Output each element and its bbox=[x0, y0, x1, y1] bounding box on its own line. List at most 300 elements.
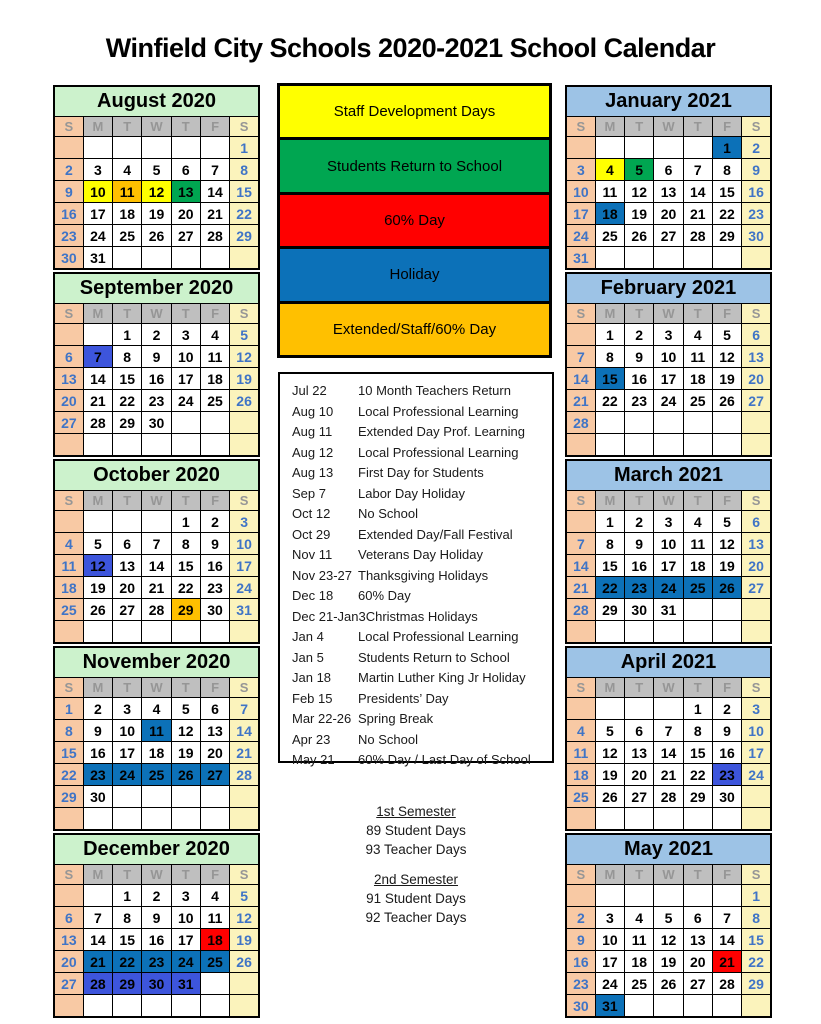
month-calendar-february-2021 bbox=[565, 272, 772, 457]
day-cell: 22 bbox=[230, 203, 259, 225]
day-cell: 4 bbox=[142, 698, 171, 720]
empty-day-cell bbox=[230, 995, 259, 1018]
key-date-event: Extended Day/Fall Festival bbox=[358, 526, 513, 542]
day-of-week-header: M bbox=[83, 117, 112, 137]
day-cell: 27 bbox=[654, 225, 683, 247]
day-of-week-header: M bbox=[83, 491, 112, 511]
day-cell: 13 bbox=[171, 181, 200, 203]
empty-day-cell bbox=[171, 412, 200, 434]
empty-day-cell bbox=[742, 599, 771, 621]
day-cell: 7 bbox=[566, 533, 595, 555]
day-of-week-header: M bbox=[595, 304, 624, 324]
day-of-week-header: S bbox=[54, 491, 83, 511]
day-cell: 30 bbox=[712, 786, 741, 808]
day-cell: 31 bbox=[595, 995, 624, 1018]
day-cell: 29 bbox=[54, 786, 83, 808]
day-cell: 15 bbox=[113, 368, 142, 390]
day-cell: 19 bbox=[83, 577, 112, 599]
day-cell: 9 bbox=[625, 533, 654, 555]
day-cell: 14 bbox=[654, 742, 683, 764]
day-cell: 22 bbox=[113, 390, 142, 412]
day-cell: 22 bbox=[742, 951, 771, 973]
day-of-week-header: T bbox=[171, 865, 200, 885]
empty-day-cell bbox=[230, 973, 259, 995]
empty-day-cell bbox=[83, 324, 112, 346]
empty-day-cell bbox=[171, 808, 200, 831]
empty-day-cell bbox=[683, 885, 712, 907]
day-of-week-header: T bbox=[113, 491, 142, 511]
day-cell: 17 bbox=[654, 555, 683, 577]
key-date-event: Christmas Holidays bbox=[365, 608, 478, 624]
day-cell: 12 bbox=[142, 181, 171, 203]
empty-day-cell bbox=[230, 412, 259, 434]
day-cell: 4 bbox=[595, 159, 624, 181]
day-cell: 4 bbox=[200, 324, 229, 346]
day-of-week-header: F bbox=[712, 491, 741, 511]
day-cell: 27 bbox=[113, 599, 142, 621]
day-cell: 25 bbox=[200, 951, 229, 973]
day-cell: 29 bbox=[113, 973, 142, 995]
day-cell: 2 bbox=[625, 324, 654, 346]
day-cell: 28 bbox=[230, 764, 259, 786]
day-cell: 21 bbox=[230, 742, 259, 764]
key-date-label: Feb 15 bbox=[292, 690, 333, 706]
day-cell: 10 bbox=[654, 533, 683, 555]
day-cell: 5 bbox=[712, 324, 741, 346]
day-cell: 21 bbox=[683, 203, 712, 225]
day-cell: 2 bbox=[54, 159, 83, 181]
day-cell: 20 bbox=[654, 203, 683, 225]
empty-day-cell bbox=[54, 137, 83, 159]
key-date-row bbox=[292, 545, 552, 566]
month-calendar-august-2020 bbox=[53, 85, 260, 270]
day-of-week-header: T bbox=[683, 491, 712, 511]
day-cell: 22 bbox=[595, 390, 624, 412]
day-cell: 15 bbox=[742, 929, 771, 951]
key-date-label: Dec 21-Jan3 bbox=[292, 608, 366, 624]
key-date-event: Presidents’ Day bbox=[358, 690, 449, 706]
key-date-label: Nov 23-27 bbox=[292, 567, 352, 583]
day-cell: 1 bbox=[683, 698, 712, 720]
day-cell: 23 bbox=[54, 225, 83, 247]
day-cell: 3 bbox=[566, 159, 595, 181]
empty-day-cell bbox=[113, 247, 142, 270]
key-date-event: Labor Day Holiday bbox=[358, 485, 465, 501]
day-cell: 7 bbox=[142, 533, 171, 555]
day-cell: 29 bbox=[595, 599, 624, 621]
day-cell: 26 bbox=[83, 599, 112, 621]
day-of-week-header: T bbox=[625, 117, 654, 137]
empty-day-cell bbox=[566, 885, 595, 907]
day-cell: 12 bbox=[625, 181, 654, 203]
month-calendar-march-2021 bbox=[565, 459, 772, 644]
key-date-event: Extended Day Prof. Learning bbox=[358, 424, 525, 439]
empty-day-cell bbox=[171, 434, 200, 457]
month-title: October 2020 bbox=[54, 460, 259, 491]
day-cell: 25 bbox=[142, 764, 171, 786]
empty-day-cell bbox=[200, 621, 229, 644]
day-cell: 26 bbox=[625, 225, 654, 247]
empty-day-cell bbox=[54, 621, 83, 644]
day-cell: 25 bbox=[113, 225, 142, 247]
key-date-label: Jan 5 bbox=[292, 649, 324, 665]
day-of-week-header: W bbox=[142, 491, 171, 511]
empty-day-cell bbox=[654, 995, 683, 1018]
day-of-week-header: M bbox=[83, 304, 112, 324]
day-cell: 13 bbox=[200, 720, 229, 742]
day-cell: 26 bbox=[230, 390, 259, 412]
day-of-week-header: T bbox=[171, 117, 200, 137]
day-cell: 12 bbox=[712, 533, 741, 555]
semester-title: 1st Semester bbox=[376, 804, 456, 819]
empty-day-cell bbox=[113, 808, 142, 831]
day-cell: 17 bbox=[171, 929, 200, 951]
empty-day-cell bbox=[200, 137, 229, 159]
key-date-row bbox=[292, 648, 552, 669]
day-cell: 15 bbox=[712, 181, 741, 203]
key-date-event: 60% Day bbox=[358, 588, 411, 603]
day-cell: 28 bbox=[712, 973, 741, 995]
empty-day-cell bbox=[83, 511, 112, 533]
day-cell: 13 bbox=[742, 533, 771, 555]
day-cell: 9 bbox=[200, 533, 229, 555]
key-date-label: May 21 bbox=[292, 752, 335, 767]
day-cell: 31 bbox=[566, 247, 595, 270]
day-cell: 24 bbox=[171, 390, 200, 412]
empty-day-cell bbox=[742, 995, 771, 1018]
day-cell: 30 bbox=[200, 599, 229, 621]
day-cell: 9 bbox=[712, 720, 741, 742]
day-cell: 9 bbox=[142, 346, 171, 368]
day-cell: 28 bbox=[83, 412, 112, 434]
day-cell: 10 bbox=[83, 181, 112, 203]
day-of-week-header: W bbox=[654, 678, 683, 698]
semester-stat: 89 Student Days bbox=[366, 823, 466, 838]
key-date-event: Spring Break bbox=[358, 711, 434, 726]
month-calendar-december-2020 bbox=[53, 833, 260, 1018]
month-title: November 2020 bbox=[54, 647, 259, 678]
empty-day-cell bbox=[625, 137, 654, 159]
day-cell: 31 bbox=[230, 599, 259, 621]
empty-day-cell bbox=[200, 247, 229, 270]
day-cell: 16 bbox=[142, 368, 171, 390]
empty-day-cell bbox=[712, 434, 741, 457]
empty-day-cell bbox=[654, 621, 683, 644]
day-cell: 28 bbox=[142, 599, 171, 621]
key-date-label: Nov 11 bbox=[292, 547, 333, 562]
key-date-event: Martin Luther King Jr Holiday bbox=[358, 670, 526, 685]
day-cell: 3 bbox=[654, 511, 683, 533]
day-cell: 15 bbox=[683, 742, 712, 764]
key-date-row bbox=[292, 668, 552, 689]
empty-day-cell bbox=[683, 995, 712, 1018]
day-cell: 10 bbox=[230, 533, 259, 555]
day-cell: 11 bbox=[200, 346, 229, 368]
day-cell: 11 bbox=[625, 929, 654, 951]
key-date-event: 10 Month Teachers Return bbox=[358, 383, 511, 398]
day-of-week-header: S bbox=[566, 678, 595, 698]
day-cell: 12 bbox=[595, 742, 624, 764]
empty-day-cell bbox=[142, 786, 171, 808]
empty-day-cell bbox=[654, 137, 683, 159]
day-cell: 12 bbox=[171, 720, 200, 742]
day-cell: 17 bbox=[566, 203, 595, 225]
key-date-row bbox=[292, 627, 552, 648]
day-cell: 1 bbox=[595, 511, 624, 533]
empty-day-cell bbox=[200, 786, 229, 808]
day-cell: 31 bbox=[171, 973, 200, 995]
calendar-column-2021 bbox=[565, 85, 772, 1020]
day-cell: 26 bbox=[171, 764, 200, 786]
day-cell: 19 bbox=[625, 203, 654, 225]
day-cell: 4 bbox=[683, 324, 712, 346]
day-cell: 21 bbox=[142, 577, 171, 599]
empty-day-cell bbox=[113, 434, 142, 457]
day-cell: 4 bbox=[625, 907, 654, 929]
month-title: March 2021 bbox=[566, 460, 771, 491]
day-cell: 1 bbox=[595, 324, 624, 346]
day-cell: 10 bbox=[654, 346, 683, 368]
semester-stat: 91 Student Days bbox=[366, 891, 466, 906]
day-cell: 30 bbox=[142, 973, 171, 995]
month-title: May 2021 bbox=[566, 834, 771, 865]
day-of-week-header: W bbox=[142, 304, 171, 324]
empty-day-cell bbox=[566, 698, 595, 720]
day-cell: 29 bbox=[230, 225, 259, 247]
key-date-event: Veterans Day Holiday bbox=[358, 547, 484, 562]
month-calendar-january-2021 bbox=[565, 85, 772, 270]
empty-day-cell bbox=[230, 621, 259, 644]
day-of-week-header: S bbox=[230, 491, 259, 511]
day-cell: 5 bbox=[595, 720, 624, 742]
day-cell: 4 bbox=[113, 159, 142, 181]
empty-day-cell bbox=[83, 137, 112, 159]
empty-day-cell bbox=[142, 247, 171, 270]
key-date-row bbox=[292, 689, 552, 710]
day-cell: 7 bbox=[200, 159, 229, 181]
day-cell: 20 bbox=[200, 742, 229, 764]
empty-day-cell bbox=[142, 511, 171, 533]
day-of-week-header: S bbox=[566, 491, 595, 511]
empty-day-cell bbox=[113, 621, 142, 644]
key-date-label: Aug 11 bbox=[292, 424, 333, 439]
day-cell: 23 bbox=[742, 203, 771, 225]
month-title: August 2020 bbox=[54, 86, 259, 117]
day-cell: 18 bbox=[142, 742, 171, 764]
day-cell: 19 bbox=[230, 368, 259, 390]
day-cell: 20 bbox=[742, 555, 771, 577]
empty-day-cell bbox=[200, 412, 229, 434]
day-cell: 10 bbox=[595, 929, 624, 951]
key-date-label: Aug 10 bbox=[292, 403, 334, 419]
day-of-week-header: S bbox=[742, 304, 771, 324]
day-cell: 8 bbox=[54, 720, 83, 742]
empty-day-cell bbox=[230, 786, 259, 808]
day-cell: 10 bbox=[742, 720, 771, 742]
legend-item-extended-staff-60-day: Extended/Staff/60% Day bbox=[280, 304, 549, 355]
day-cell: 13 bbox=[742, 346, 771, 368]
key-date-event: Local Professional Learning bbox=[358, 444, 519, 460]
day-cell: 2 bbox=[142, 885, 171, 907]
day-of-week-header: F bbox=[712, 678, 741, 698]
semester-summary bbox=[278, 802, 554, 938]
day-cell: 20 bbox=[683, 951, 712, 973]
day-of-week-header: W bbox=[654, 304, 683, 324]
empty-day-cell bbox=[142, 995, 171, 1018]
empty-day-cell bbox=[113, 137, 142, 159]
day-cell: 7 bbox=[230, 698, 259, 720]
day-cell: 14 bbox=[83, 368, 112, 390]
day-cell: 20 bbox=[625, 764, 654, 786]
day-cell: 29 bbox=[171, 599, 200, 621]
day-cell: 8 bbox=[230, 159, 259, 181]
empty-day-cell bbox=[683, 434, 712, 457]
day-cell: 5 bbox=[230, 885, 259, 907]
day-of-week-header: T bbox=[625, 678, 654, 698]
empty-day-cell bbox=[595, 247, 624, 270]
day-of-week-header: M bbox=[595, 491, 624, 511]
day-cell: 24 bbox=[83, 225, 112, 247]
day-cell: 3 bbox=[742, 698, 771, 720]
day-cell: 10 bbox=[113, 720, 142, 742]
empty-day-cell bbox=[54, 995, 83, 1018]
day-cell: 20 bbox=[54, 390, 83, 412]
day-cell: 28 bbox=[200, 225, 229, 247]
day-cell: 12 bbox=[654, 929, 683, 951]
day-cell: 18 bbox=[200, 368, 229, 390]
day-cell: 14 bbox=[230, 720, 259, 742]
empty-day-cell bbox=[566, 621, 595, 644]
day-cell: 28 bbox=[83, 973, 112, 995]
empty-day-cell bbox=[654, 885, 683, 907]
day-of-week-header: M bbox=[595, 678, 624, 698]
day-cell: 28 bbox=[683, 225, 712, 247]
day-cell: 16 bbox=[625, 368, 654, 390]
empty-day-cell bbox=[742, 786, 771, 808]
month-calendar-october-2020 bbox=[53, 459, 260, 644]
day-cell: 4 bbox=[200, 885, 229, 907]
empty-day-cell bbox=[742, 808, 771, 831]
day-cell: 14 bbox=[142, 555, 171, 577]
day-of-week-header: S bbox=[230, 865, 259, 885]
key-dates-box bbox=[278, 372, 554, 767]
day-cell: 3 bbox=[230, 511, 259, 533]
day-cell: 25 bbox=[200, 390, 229, 412]
empty-day-cell bbox=[200, 995, 229, 1018]
day-cell: 1 bbox=[113, 324, 142, 346]
empty-day-cell bbox=[83, 434, 112, 457]
day-cell: 6 bbox=[742, 511, 771, 533]
day-of-week-header: W bbox=[654, 491, 683, 511]
day-cell: 29 bbox=[742, 973, 771, 995]
key-date-row bbox=[292, 730, 552, 751]
day-cell: 2 bbox=[200, 511, 229, 533]
key-date-label: Sep 7 bbox=[292, 485, 326, 501]
key-date-row bbox=[292, 463, 552, 484]
day-cell: 6 bbox=[113, 533, 142, 555]
day-cell: 13 bbox=[683, 929, 712, 951]
day-cell: 16 bbox=[54, 203, 83, 225]
day-cell: 21 bbox=[654, 764, 683, 786]
empty-day-cell bbox=[171, 247, 200, 270]
empty-day-cell bbox=[712, 599, 741, 621]
day-of-week-header: W bbox=[654, 117, 683, 137]
day-cell: 20 bbox=[171, 203, 200, 225]
empty-day-cell bbox=[142, 137, 171, 159]
day-of-week-header: M bbox=[83, 678, 112, 698]
day-cell: 19 bbox=[712, 368, 741, 390]
empty-day-cell bbox=[712, 808, 741, 831]
day-cell: 8 bbox=[683, 720, 712, 742]
day-cell: 15 bbox=[595, 555, 624, 577]
empty-day-cell bbox=[683, 137, 712, 159]
empty-day-cell bbox=[595, 885, 624, 907]
day-cell: 22 bbox=[113, 951, 142, 973]
key-date-label: Aug 13 bbox=[292, 465, 334, 480]
day-cell: 7 bbox=[83, 346, 112, 368]
empty-day-cell bbox=[230, 247, 259, 270]
day-cell: 26 bbox=[654, 973, 683, 995]
day-cell: 4 bbox=[683, 511, 712, 533]
empty-day-cell bbox=[142, 621, 171, 644]
day-of-week-header: T bbox=[625, 865, 654, 885]
key-date-row bbox=[292, 402, 552, 423]
day-cell: 20 bbox=[113, 577, 142, 599]
day-cell: 18 bbox=[595, 203, 624, 225]
month-calendar-may-2021 bbox=[565, 833, 772, 1018]
day-cell: 22 bbox=[712, 203, 741, 225]
day-cell: 19 bbox=[654, 951, 683, 973]
empty-day-cell bbox=[625, 434, 654, 457]
day-cell: 14 bbox=[566, 368, 595, 390]
day-of-week-header: T bbox=[113, 865, 142, 885]
empty-day-cell bbox=[566, 137, 595, 159]
empty-day-cell bbox=[566, 808, 595, 831]
day-cell: 5 bbox=[83, 533, 112, 555]
empty-day-cell bbox=[83, 621, 112, 644]
day-cell: 31 bbox=[654, 599, 683, 621]
day-of-week-header: S bbox=[566, 117, 595, 137]
day-cell: 6 bbox=[200, 698, 229, 720]
day-cell: 23 bbox=[200, 577, 229, 599]
month-title: February 2021 bbox=[566, 273, 771, 304]
day-cell: 27 bbox=[200, 764, 229, 786]
day-cell: 25 bbox=[595, 225, 624, 247]
day-of-week-header: S bbox=[54, 865, 83, 885]
empty-day-cell bbox=[595, 137, 624, 159]
empty-day-cell bbox=[683, 412, 712, 434]
day-cell: 8 bbox=[742, 907, 771, 929]
day-cell: 27 bbox=[625, 786, 654, 808]
day-cell: 11 bbox=[566, 742, 595, 764]
day-of-week-header: T bbox=[171, 491, 200, 511]
day-of-week-header: S bbox=[742, 491, 771, 511]
day-cell: 7 bbox=[566, 346, 595, 368]
day-cell: 28 bbox=[566, 412, 595, 434]
day-cell: 6 bbox=[683, 907, 712, 929]
empty-day-cell bbox=[54, 434, 83, 457]
day-cell: 11 bbox=[200, 907, 229, 929]
key-date-label: Jul 22 bbox=[292, 383, 327, 398]
empty-day-cell bbox=[200, 808, 229, 831]
month-calendar-november-2020 bbox=[53, 646, 260, 831]
empty-day-cell bbox=[200, 973, 229, 995]
day-of-week-header: T bbox=[113, 117, 142, 137]
empty-day-cell bbox=[54, 324, 83, 346]
day-of-week-header: F bbox=[200, 117, 229, 137]
key-date-label: Mar 22-26 bbox=[292, 711, 352, 726]
day-cell: 28 bbox=[654, 786, 683, 808]
